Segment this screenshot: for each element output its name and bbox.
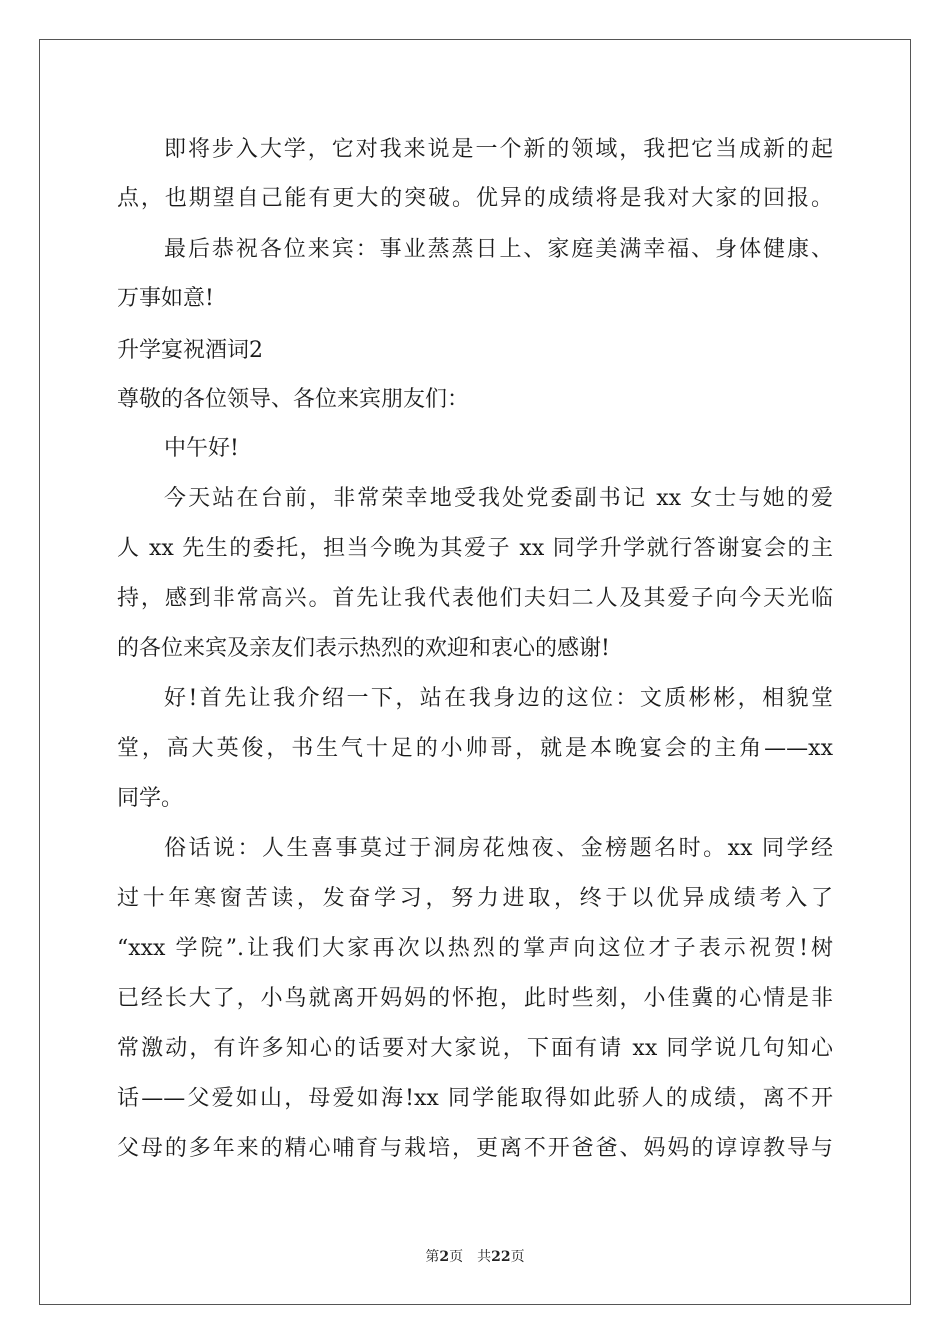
body-line: 好!首先让我介绍一下，站在我身边的这位：文质彬彬，相貌堂 [164, 686, 833, 711]
page-number: 2 [439, 1249, 450, 1265]
body-line: 俗话说：人生喜事莫过于洞房花烛夜、金榜题名时。xx 同学经 [164, 836, 833, 861]
greeting: 中午好! [164, 436, 239, 461]
body-line: 的各位来宾及亲友们表示热烈的欢迎和衷心的感谢! [117, 636, 610, 661]
page-border [39, 39, 911, 1305]
page-footer [0, 1248, 950, 1266]
section-heading: 升学宴祝酒词2 [117, 338, 263, 363]
body-line: 同学。 [117, 786, 184, 811]
body-line: 已经长大了，小鸟就离开妈妈的怀抱，此时些刻，小佳冀的心情是非 [117, 986, 833, 1011]
body-line: 过十年寒窗苦读，发奋学习，努力进取，终于以优异成绩考入了 [117, 886, 833, 911]
body-line: 即将步入大学，它对我来说是一个新的领域，我把它当成新的起 [164, 137, 833, 162]
body-line: 话——父爱如山，母爱如海!xx 同学能取得如此骄人的成绩，离不开 [117, 1086, 833, 1111]
footer-prefix: 第 [425, 1249, 440, 1265]
body-line: 堂，高大英俊，书生气十足的小帅哥，就是本晚宴会的主角——xx [117, 736, 833, 761]
body-line: 最后恭祝各位来宾：事业蒸蒸日上、家庭美满幸福、身体健康、 [164, 237, 833, 262]
body-line: “xxx 学院”.让我们大家再次以热烈的掌声向这位才子表示祝贺!树 [117, 936, 833, 961]
body-line: 万事如意! [117, 286, 214, 311]
body-line: 持，感到非常高兴。首先让我代表他们夫妇二人及其爱子向今天光临 [117, 586, 833, 611]
body-line: 人 xx 先生的委托，担当今晚为其爱子 xx 同学升学就行答谢宴会的主 [117, 536, 833, 561]
footer-suffix: 页 [510, 1249, 525, 1265]
body-line: 父母的多年来的精心哺育与栽培，更离不开爸爸、妈妈的谆谆教导与 [117, 1136, 833, 1161]
body-line: 今天站在台前，非常荣幸地受我处党委副书记 xx 女士与她的爱 [164, 486, 833, 511]
body-line: 点，也期望自己能有更大的突破。优异的成绩将是我对大家的回报。 [117, 186, 833, 211]
page-total: 22 [491, 1249, 511, 1265]
salutation: 尊敬的各位领导、各位来宾朋友们： [117, 387, 470, 412]
footer-mid: 页 共 [449, 1249, 492, 1265]
body-line: 常激动，有许多知心的话要对大家说，下面有请 xx 同学说几句知心 [117, 1036, 833, 1061]
